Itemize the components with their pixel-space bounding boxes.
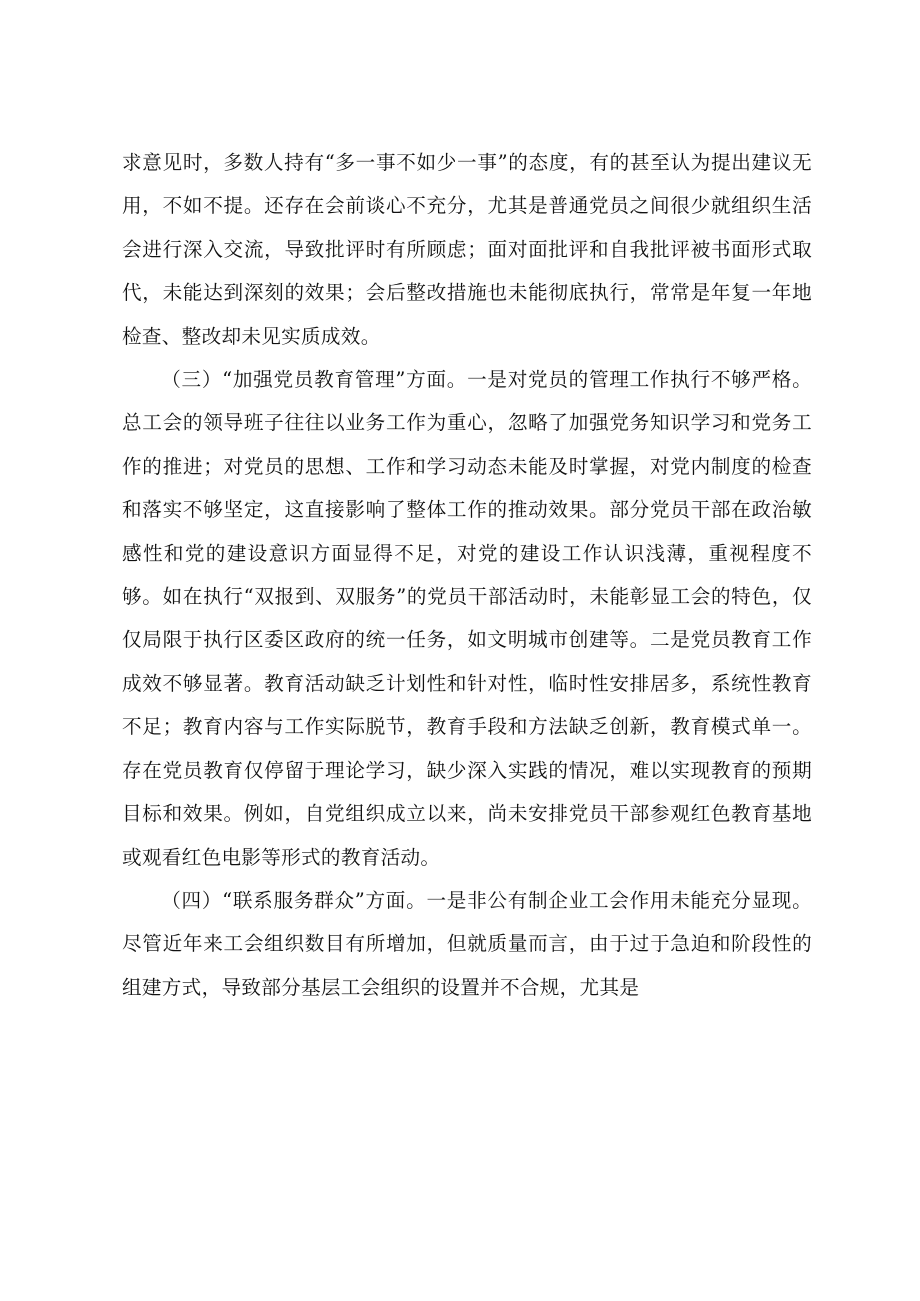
paragraph-section-three: （三）“加强党员教育管理”方面。一是对党员的管理工作执行不够严格。总工会的领导班子往往以业务工作为重心，忽略了加强党务知识学习和党务工作的推进；对党员的思想、工作和学习动态未能及时掌握，对党内制度的检查和落实不够坚定，这直接影响了整体工作的推动效果。部分党员干部在政治敏感性和党的建设意识方面显得不足，对党的建设工作认识浅薄，重视程度不够。如在执行“双报到、双服务”的党员干部活动时，未能彰显工会的特色，仅仅局限于执行区委区政府的统一任务，如文明城市创建等。二是党员教育工作成效不够显著。教育活动缺乏计划性和针对性，临时性安排居多，系统性教育不足；教育内容与工作实际脱节，教育手段和方法缺乏创新，教育模式单一。存在党员教育仅停留于理论学习，缺少深入实践的情况，难以实现教育的预期目标和效果。例如，自党组织成立以来，尚未安排党员干部参观红色教育基地或观看红色电影等形式的教育活动。	[122, 368, 812, 869]
paragraph-section-four: （四）“联系服务群众”方面。一是非公有制企业工会作用未能充分显现。尽管近年来工会组织数目有所增加，但就质量而言，由于过于急迫和阶段性的组建方式，导致部分基层工会组织的设置并不合规，尤其是	[122, 888, 812, 999]
paragraph-continuation: 求意见时，多数人持有“多一事不如少一事”的态度，有的甚至认为提出建议无用，不如不提。还存在会前谈心不充分，尤其是普通党员之间很少就组织生活会进行深入交流，导致批评时有所顾虑；面对面批评和自我批评被书面形式取代，未能达到深刻的效果；会后整改措施也未能彻底执行，常常是年复一年地检查、整改却未见实质成效。	[122, 151, 812, 348]
document-body	[122, 141, 812, 1009]
